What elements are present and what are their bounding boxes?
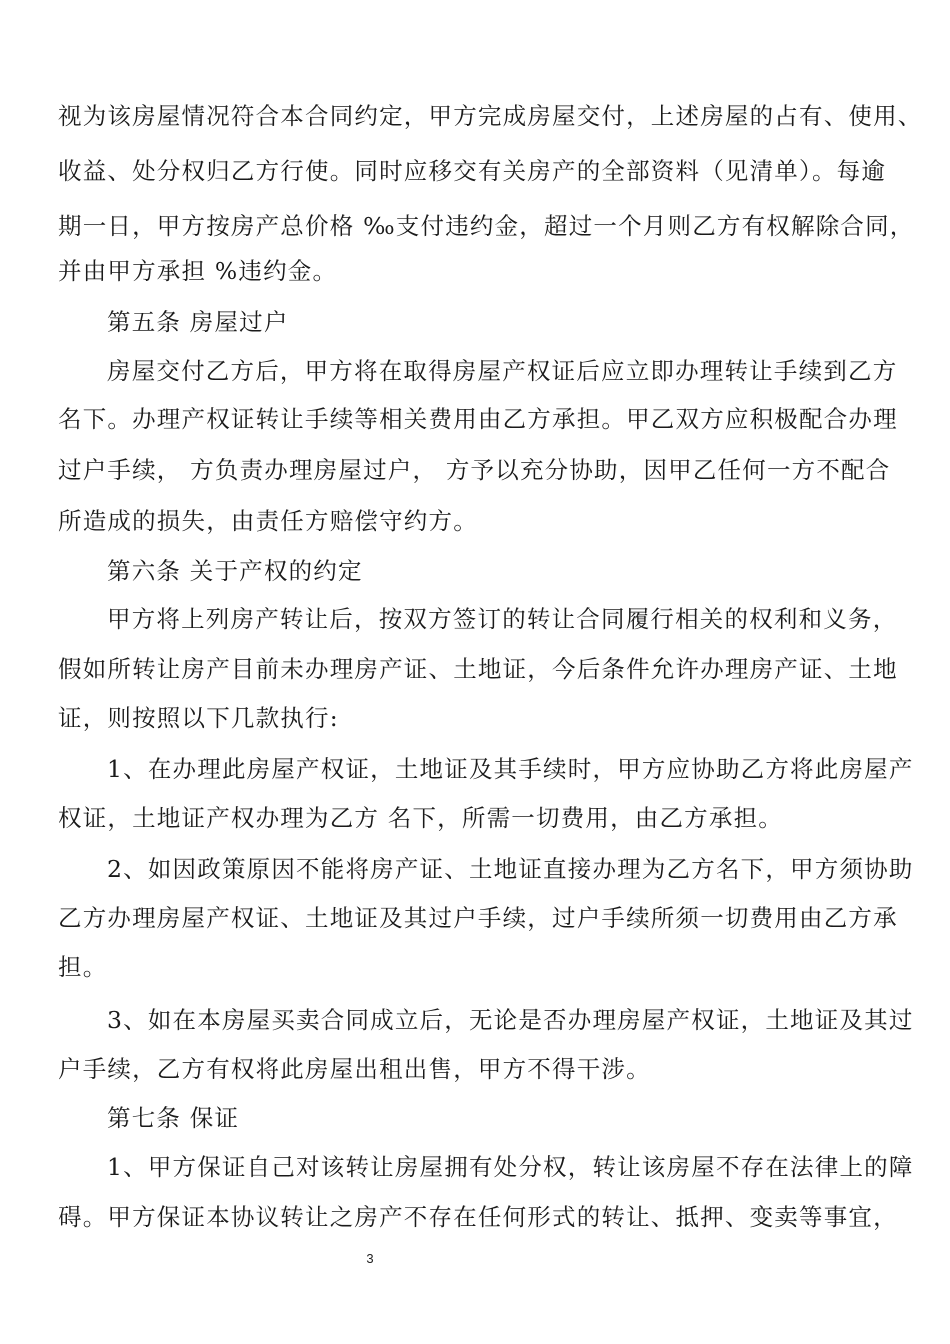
section-heading: 第六条 关于产权的约定 (107, 557, 363, 585)
list-item: 2、如因政策原因不能将房产证、土地证直接办理为乙方名下，甲方须协助 (107, 855, 914, 883)
text-line: 假如所转让房产目前未办理房产证、土地证，今后条件允许办理房产证、土地 (58, 655, 898, 683)
list-item: 1、在办理此房屋产权证，土地证及其手续时，甲方应协助乙方将此房屋产 (107, 755, 914, 783)
list-item: 1、甲方保证自己对该转让房屋拥有处分权，转让该房屋不存在法律上的障 (107, 1153, 914, 1181)
text-line: 房屋交付乙方后，甲方将在取得房屋产权证后应立即办理转让手续到乙方 (107, 357, 898, 385)
list-item: 3、如在本房屋买卖合同成立后，无论是否办理房屋产权证，土地证及其过 (107, 1006, 914, 1034)
text-line: 收益、处分权归乙方行使。同时应移交有关房产的全部资料（见清单）。每逾 (58, 157, 887, 185)
section-heading: 第七条 保证 (107, 1104, 240, 1132)
page-number: 3 (366, 1251, 374, 1266)
text-line: 权证，土地证产权办理为乙方 名下，所需一切费用，由乙方承担。 (58, 804, 783, 832)
text-line: 甲方将上列房产转让后，按双方签订的转让合同履行相关的权利和义务， (107, 605, 898, 633)
text-line: 户手续，乙方有权将此房屋出租出售，甲方不得干涉。 (58, 1055, 651, 1083)
section-heading: 第五条 房屋过户 (107, 308, 289, 336)
text-line: 所造成的损失，由责任方赔偿守约方。 (58, 507, 478, 535)
text-line: 过户手续， 方负责办理房屋过户， 方予以充分协助，因甲乙任何一方不配合 (58, 456, 891, 484)
text-line: 并由甲方承担 %违约金。 (58, 257, 338, 285)
text-line: 乙方办理房屋产权证、土地证及其过户手续，过户手续所须一切费用由乙方承 (58, 904, 898, 932)
text-line: 视为该房屋情况符合本合同约定，甲方完成房屋交付，上述房屋的占有、使用、 (58, 102, 923, 130)
text-line: 证，则按照以下几款执行: (58, 704, 339, 732)
text-line: 名下。办理产权证转让手续等相关费用由乙方承担。甲乙双方应积极配合办理 (58, 405, 898, 433)
text-line: 担。 (58, 953, 108, 981)
text-line: 期一日，甲方按房产总价格 ‰支付违约金，超过一个月则乙方有权解除合同， (58, 212, 915, 240)
text-line: 碍。甲方保证本协议转让之房产不存在任何形式的转让、抵押、变卖等事宜， (58, 1203, 898, 1231)
